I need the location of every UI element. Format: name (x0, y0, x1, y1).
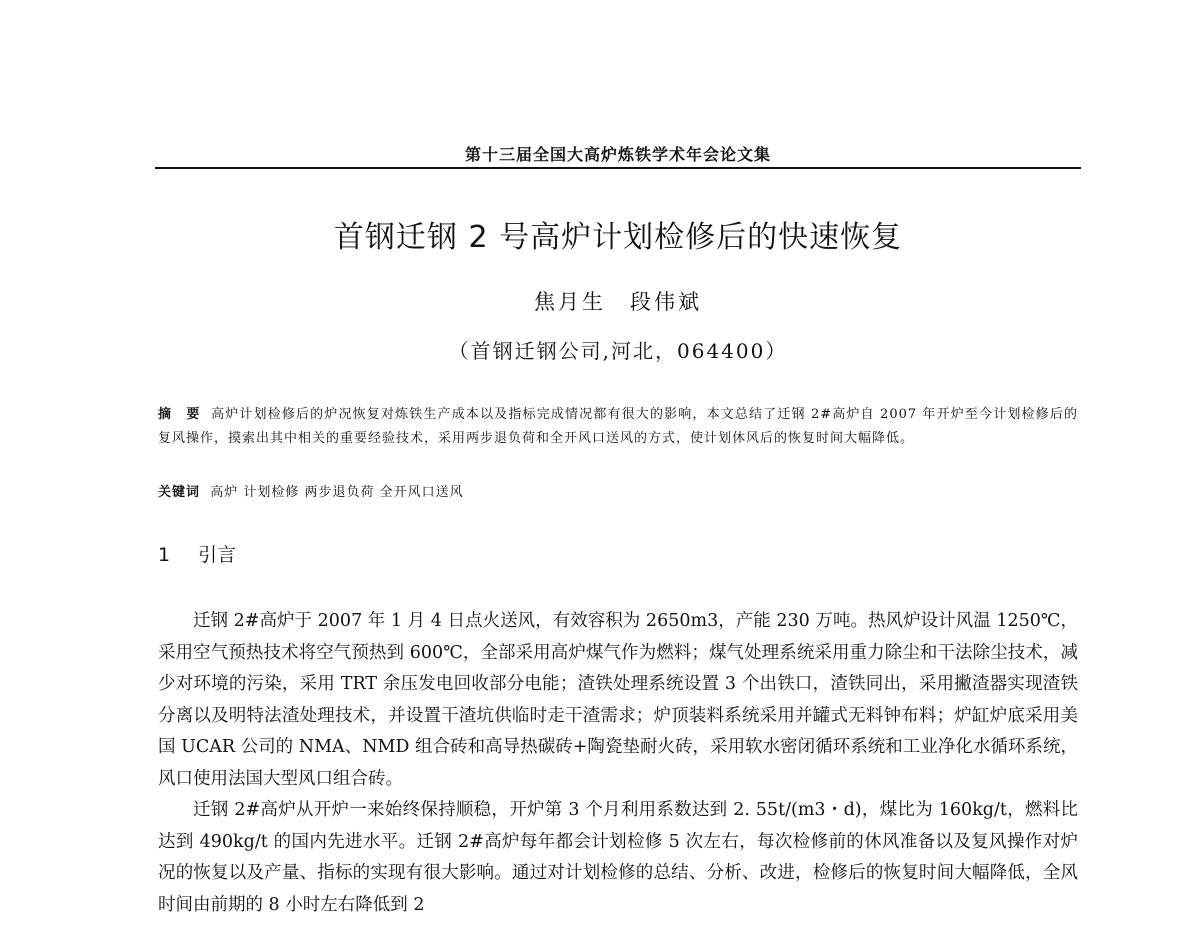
keywords-text: 高炉 计划检修 两步退负荷 全开风口送风 (210, 485, 464, 500)
header-rule (155, 167, 1081, 169)
paper-title: 首钢迁钢 2 号高炉计划检修后的快速恢复 (333, 220, 903, 255)
keywords (158, 482, 1078, 504)
section-title: 引言 (198, 544, 237, 566)
section-heading (158, 540, 558, 567)
section-number: 1 (158, 544, 171, 566)
keywords-label: 关键词 (158, 485, 201, 500)
body-text (158, 606, 1078, 921)
affiliation: （首钢迁钢公司,河北，064400） (448, 339, 788, 363)
abstract (158, 403, 1078, 451)
paragraph: 迁钢 2#高炉从开炉一来始终保持顺稳，开炉第 3 个月利用系数达到 2. 55t/(m3・d)，煤比为 160kg/t，燃料比达到 490kg/t 的国内先进水平。迁钢 2#高炉每年都会计划检修 5 次左右，每次检修前的休风准备以及复风操作对炉况的恢复以及产量、指标的实现有很大影响。通过对计划检修的总结、分析、改进，检修后的恢复时间大幅降低，全风时间由前期的 8 小时左右降低到 2 (158, 800, 1078, 915)
abstract-label: 摘 要 (158, 407, 201, 422)
running-head: 第十三届全国大高炉炼铁学术年会论文集 (464, 145, 771, 164)
abstract-text: 高炉计划检修后的炉况恢复对炼铁生产成本以及指标完成情况都有很大的影响，本文总结了迁钢 2#高炉自 2007 年开炉至今计划检修后的复风操作，摸索出其中相关的重要经验技术，采用两步退负荷和全开风口送风的方式，使计划休风后的恢复时间大幅降低。 (158, 407, 1078, 446)
paragraph: 迁钢 2#高炉于 2007 年 1 月 4 日点火送风，有效容积为 2650m3，产能 230 万吨。热风炉设计风温 1250℃，采用空气预热技术将空气预热到 600℃，全部采用高炉煤气作为燃料；煤气处理系统采用重力除尘和干法除尘技术，减少对环境的污染，采用 TRT 余压发电回收部分电能；渣铁处理系统设置 3 个出铁口，渣铁同出，采用撇渣器实现渣铁分离以及明特法渣处理技术，并设置干渣坑供临时走干渣需求；炉顶装料系统采用并罐式无料钟布料；炉缸炉底采用美国 UCAR 公司的 NMA、NMD 组合砖和高导热碳砖+陶瓷垫耐火砖，采用软水密闭循环系统和工业净化水循环系统，风口使用法国大型风口组合砖。 (158, 611, 1078, 789)
authors: 焦月生 段伟斌 (534, 290, 702, 314)
